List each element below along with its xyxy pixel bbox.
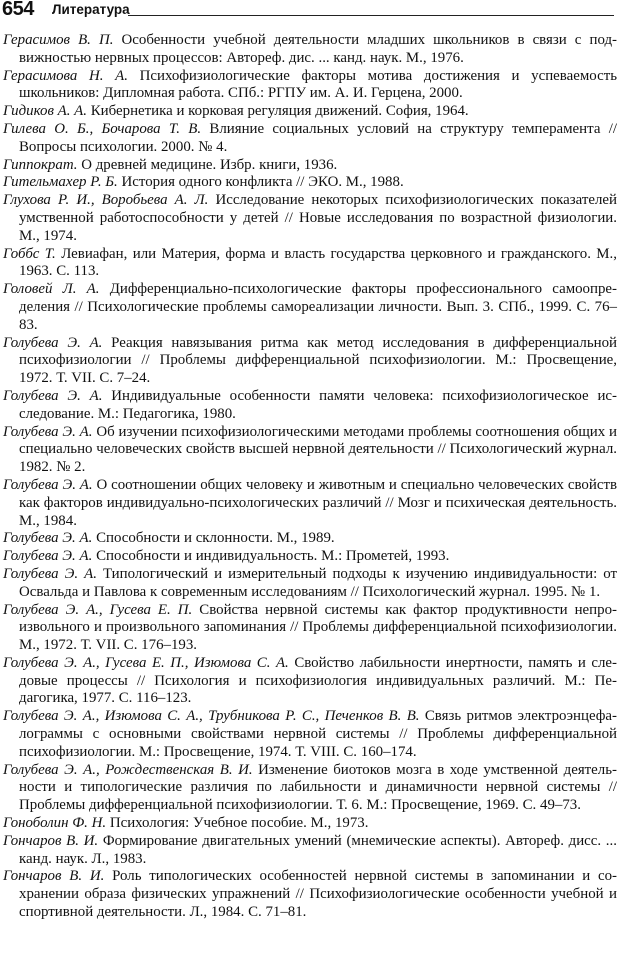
reference-authors: Голубева Э. А. (3, 476, 93, 493)
reference-entry (3, 103, 617, 121)
reference-entry (3, 246, 617, 282)
reference-authors: Голубева Э. А., Гусева Е. П., Изюмова С. А. (3, 654, 289, 671)
reference-text: Связь ритмов электроэнцефалограммы с основными свойствами нервной системы // Проблемы дифференциальной психофизиологии. М.: Просвещение, 1974. Т. VIII. С. 160–174. (19, 708, 617, 760)
reference-entry (3, 157, 617, 175)
reference-text: Формирование двигательных умений (мнемические аспекты). Автореф. дисс. ... канд. наук. Л., 1983. (19, 832, 617, 867)
reference-authors: Гончаров В. И. (3, 832, 99, 849)
reference-text: Изменение биотоков мозга в ходе умственной деятельности и типологические различия по лабильности и динамичности нервной системы // Проблемы дифференциальной психофизиологии. Т. 6. М.: Просвещение, 1969. С. 49–73. (19, 761, 617, 814)
reference-entry (3, 762, 617, 815)
reference-authors: Гиппократ. (3, 156, 78, 173)
reference-entry (3, 281, 617, 334)
reference-authors: Голубева Э. А. (3, 548, 93, 565)
reference-authors: Голубева Э. А. (3, 565, 97, 582)
reference-entry (3, 32, 617, 68)
reference-authors: Голубева Э. А. (3, 387, 103, 404)
reference-text: Об изучении психофизиологическими методами проблемы соотношения общих и специально человеческих свойств высшей нервной деятельности // Психологический журнал. 1982. № 2. (19, 423, 618, 476)
reference-authors: Голубева Э. А., Изюмова С. А., Трубникова Р. С., Печенков В. В. (3, 708, 420, 725)
reference-entry (3, 388, 617, 424)
reference-authors: Гидиков А. А. (3, 103, 87, 120)
reference-entry (3, 68, 617, 104)
reference-text: Типологический и измерительный подходы к изучению индивидуальности: от Освальда и Павлова к современным исследованиям // Психологический журнал. 1995. № 1. (19, 565, 617, 600)
running-header (0, 0, 620, 22)
reference-entry (3, 815, 617, 833)
reference-authors: Голубева Э. А. (3, 334, 103, 351)
reference-entry (3, 477, 617, 530)
reference-authors: Герасимов В. П. (3, 32, 114, 48)
reference-authors: Гончаров В. И. (3, 868, 105, 885)
reference-authors: Глухова Р. И., Воробьева А. Л. (3, 192, 209, 209)
reference-text: Влияние социальных условий на структуру темперамента // Вопросы психологии. 2000. № 4. (19, 120, 617, 155)
reference-authors: Головей Л. А. (3, 281, 100, 298)
reference-entry (3, 708, 617, 761)
reference-entry (3, 833, 617, 869)
header-rule (128, 15, 614, 16)
reference-text: Психофизиологические факторы мотива достижения и успеваемость школьников: Дипломная работа. СПб.: РГПУ им. А. И. Герцена, 2000. (19, 67, 617, 102)
reference-text: Свойство лабильности инертности, память и следовые процессы // Психология и психофизиология индивидуальных различий. М.: Педагогика, 1977. С. 116–123. (19, 654, 617, 707)
reference-text: Свойства нервной системы как фактор продуктивности непроизвольного и произвольного запоминания // Проблемы дифференциальной психофизиологии. М., 1972. Т. VII. С. 176–193. (19, 601, 617, 654)
reference-text: История одного конфликта // ЭКО. М., 1988. (121, 174, 404, 191)
reference-text: Индивидуальные особенности памяти человека: психофизиологическое исследование. М.: Педагогика, 1980. (19, 387, 617, 422)
reference-text: Исследование некоторых психофизиологических показателей умственной работоспособности у детей // Новые исследования по возрастной физиологии. М., 1974. (19, 192, 618, 244)
reference-text: О соотношении общих человеку и животным и специально человеческих свойств как факторов индивидуально-психологических различий // Мозг и психическая деятельность. М., 1984. (19, 476, 617, 529)
reference-authors: Гоббс Т. (3, 245, 56, 262)
reference-entry (3, 602, 617, 655)
reference-text: Кибернетика и корковая регуляция движений. София, 1964. (90, 103, 469, 120)
reference-authors: Гительмахер Р. Б. (3, 174, 118, 191)
reference-entry (3, 566, 617, 602)
reference-entry (3, 530, 617, 548)
reference-entry (3, 121, 617, 157)
reference-authors: Голубева Э. А., Рождественская В. И. (3, 761, 253, 778)
reference-entry (3, 192, 617, 245)
reference-entry (3, 424, 617, 477)
reference-entry (3, 655, 617, 708)
reference-text: Дифференциально-психологические факторы профессионального самоопределения // Психологические проблемы самореализации личности. Вып. 3. СПб., 1999. С. 76–83. (19, 281, 617, 333)
reference-text: Реакция навязывания ритма как метод исследования в дифференциальной психофизиологии // Проблемы дифференциальной психофизиологии. М.: Просвещение, 1972. Т. VII. С. 7–24. (19, 334, 617, 387)
reference-list (3, 32, 617, 922)
reference-authors: Голубева Э. А. (3, 530, 93, 547)
reference-entry (3, 335, 617, 388)
reference-text: Способности и индивидуальность. М.: Прометей, 1993. (96, 548, 450, 565)
reference-authors: Голубева Э. А. (3, 423, 93, 440)
reference-text: Способности и склонности. М., 1989. (96, 530, 335, 547)
reference-authors: Голубева Э. А., Гусева Е. П. (3, 601, 193, 618)
reference-text: О древней медицине. Избр. книги, 1936. (81, 156, 338, 173)
reference-authors: Гоноболин Ф. Н. (3, 815, 107, 832)
reference-text: Левиафан, или Материя, форма и власть государства церковного и гражданского. М., 1963. С. 113. (19, 245, 617, 280)
reference-entry (3, 868, 617, 921)
reference-text: Особенности учебной деятельности младших школьников в связи с подвижностью нервных процессов: Автореф. дис. ... канд. наук. М., 1976. (19, 32, 618, 66)
reference-entry (3, 174, 617, 192)
reference-entry (3, 548, 617, 566)
reference-text: Психология: Учебное пособие. М., 1973. (109, 815, 369, 832)
page-number: 654 (2, 0, 34, 20)
reference-authors: Герасимова Н. А. (3, 67, 128, 84)
reference-text: Роль типологических особенностей нервной системы в запоминании и сохранении образа физических упражнений // Психофизиологические особенности учебной и спортивной деятельности. Л., 1984. С. 71–81. (19, 868, 617, 921)
running-head-title: Литература (52, 2, 130, 17)
reference-authors: Гилева О. Б., Бочарова Т. В. (3, 120, 202, 137)
